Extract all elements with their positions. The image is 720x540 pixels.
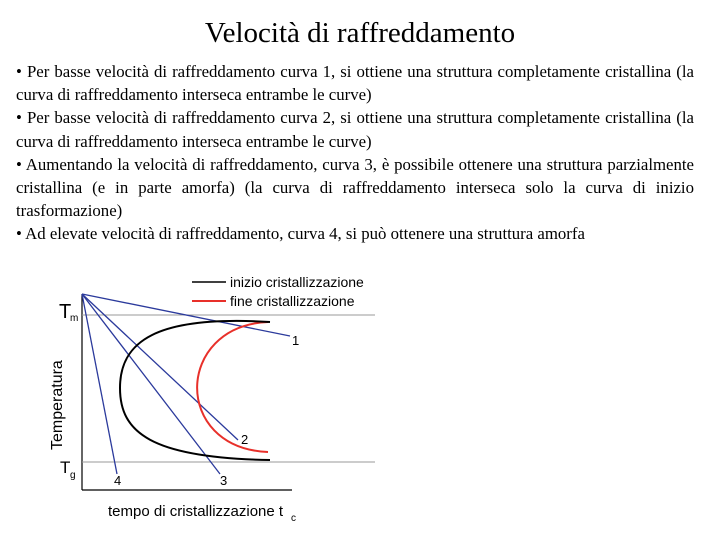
bullet-item: • Aumentando la velocità di raffreddamento, curva 3, è possibile ottenere una struttura parzialmente cristallina (e in parte amorfa) (la curva di raffreddamento interseca solo la curva di inizio trasformazione) (16, 154, 694, 221)
curve-label-3: 3 (220, 473, 228, 488)
cooling-curve-2 (82, 294, 238, 440)
bullet-item: • Per basse velocità di raffreddamento curva 2, si ottiene una struttura completamente cristallina (la curva di raffreddamento interseca entrambe le curve) (16, 108, 694, 151)
tg-subscript: g (70, 470, 76, 481)
tg-label: T (60, 458, 71, 477)
x-axis-label: tempo di cristallizzazione t (108, 503, 284, 520)
y-axis-label: Temperatura (49, 360, 66, 450)
curve-label-4: 4 (114, 473, 122, 488)
legend-label-inizio: inizio cristallizzazione (230, 274, 364, 290)
curve-fine-cristallizzazione (197, 322, 268, 452)
tm-label: T (59, 301, 72, 323)
legend-label-fine: fine cristallizzazione (230, 293, 355, 309)
cooling-curve-3 (82, 294, 220, 474)
bullet-item: • Per basse velocità di raffreddamento curva 1, si ottiene una struttura completamente cristallina (la curva di raffreddamento interseca entrambe le curve) (16, 62, 694, 105)
tm-subscript: m (70, 313, 79, 324)
x-axis-subscript: c (291, 513, 296, 524)
curve-label-1: 1 (292, 333, 300, 348)
bullet-item: • Ad elevate velocità di raffreddamento, curva 4, si può ottenere una struttura amorfa (16, 224, 585, 244)
curve-label-2: 2 (241, 432, 249, 447)
page-title: Velocità di raffreddamento (204, 17, 516, 49)
